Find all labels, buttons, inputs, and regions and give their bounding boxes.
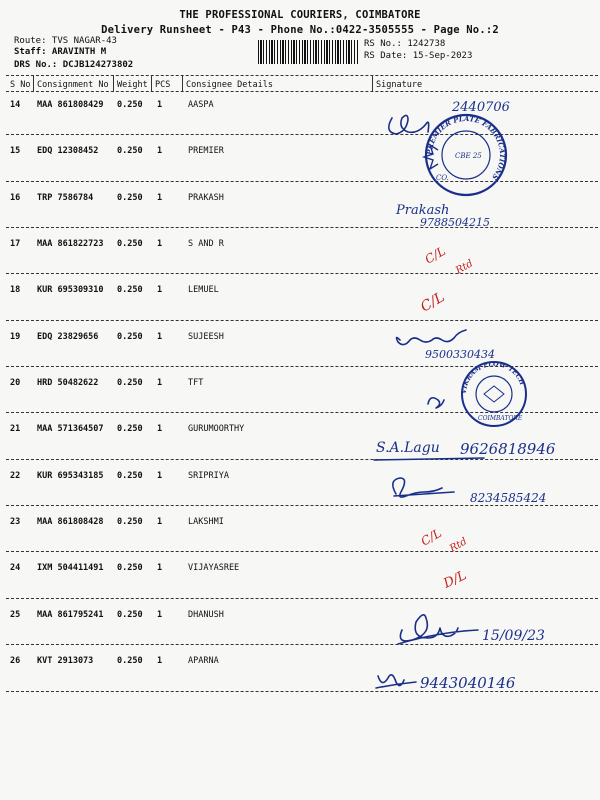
stamp-text: PREMIER PLATE FABRICATIONS	[424, 113, 508, 182]
row-sno: 22	[10, 471, 21, 481]
table-top-rule	[6, 75, 598, 76]
row-consignee: GURUMOORTHY	[188, 424, 245, 434]
red-remark: Rtd	[454, 258, 476, 277]
handwritten-phone: 9626818946	[460, 440, 556, 458]
row-pcs: 1	[157, 100, 163, 110]
row-sno: 25	[10, 610, 21, 620]
row-weight: 0.250	[117, 563, 143, 573]
row-consignee: TFT	[188, 378, 204, 388]
row-consignment: EDQ 23829656	[37, 332, 99, 342]
row-consignment: HRD 50482622	[37, 378, 99, 388]
rs-number: RS No.: 1242738	[364, 39, 446, 49]
row-pcs: 1	[157, 378, 163, 388]
row-sno: 19	[10, 332, 21, 342]
handwritten-phone: 9500330434	[425, 348, 495, 361]
row-consignee: SRIPRIYA	[188, 471, 229, 481]
row-pcs: 1	[157, 517, 163, 527]
table-row	[0, 505, 600, 551]
row-weight: 0.250	[117, 285, 143, 295]
red-remark: C/L	[418, 289, 448, 316]
row-pcs: 1	[157, 285, 163, 295]
row-consignee: LAKSHMI	[188, 517, 224, 527]
row-pcs: 1	[157, 332, 163, 342]
row-consignment: IXM 504411491	[37, 563, 104, 573]
row-weight: 0.250	[117, 610, 143, 620]
row-pcs: 1	[157, 239, 163, 249]
table-row	[0, 412, 600, 458]
col-header-consignee: Consignee Details	[186, 80, 273, 90]
table-row	[0, 181, 600, 227]
row-pcs: 1	[157, 193, 163, 203]
row-sno: 24	[10, 563, 21, 573]
row-pcs: 1	[157, 146, 163, 156]
company-title: THE PROFESSIONAL COURIERS, COIMBATORE	[179, 9, 421, 21]
red-remark: C/L	[418, 525, 444, 549]
col-header-sno: S No	[10, 80, 31, 90]
row-sno: 17	[10, 239, 21, 249]
row-weight: 0.250	[117, 471, 143, 481]
handwritten-phone: 8234585424	[470, 491, 547, 505]
table-row	[0, 551, 600, 597]
row-consignment: KUR 695309310	[37, 285, 104, 295]
row-weight: 0.250	[117, 100, 143, 110]
red-remark: D/L	[441, 568, 469, 592]
row-sno: 20	[10, 378, 21, 388]
row-consignee: PRAKASH	[188, 193, 224, 203]
row-rule	[6, 691, 598, 692]
table-row	[0, 273, 600, 319]
col-header-consignment: Consignment No	[37, 80, 109, 90]
table-row	[0, 134, 600, 180]
row-sno: 18	[10, 285, 21, 295]
table-row	[0, 227, 600, 273]
row-sno: 14	[10, 100, 21, 110]
stamp-center-text: CBE 25	[455, 152, 482, 160]
table-row	[0, 598, 600, 644]
stamp-text: CO.	[436, 174, 449, 182]
col-header-weight: Weight	[117, 80, 148, 90]
route-label: Route: TVS NAGAR-43	[14, 36, 117, 46]
row-consignee: DHANUSH	[188, 610, 224, 620]
row-sno: 15	[10, 146, 21, 156]
row-consignment: KVT 2913073	[37, 656, 94, 666]
row-consignment: MAA 861808428	[37, 517, 104, 527]
red-remark: Rtd	[448, 536, 470, 555]
row-weight: 0.250	[117, 656, 143, 666]
table-row	[0, 644, 600, 690]
row-consignee: LEMUEL	[188, 285, 219, 295]
table-row	[0, 459, 600, 505]
handwritten-date: 15/09/23	[482, 628, 545, 644]
table-row	[0, 320, 600, 366]
runsheet-title: Delivery Runsheet - P43 - Phone No.:0422-3505555 - Page No.:2	[101, 24, 499, 36]
row-weight: 0.250	[117, 517, 143, 527]
row-consignee: SUJEESH	[188, 332, 224, 342]
barcode	[258, 40, 358, 64]
row-sno: 23	[10, 517, 21, 527]
row-weight: 0.250	[117, 424, 143, 434]
stamp-text: VIKRAM FLOW TECH	[459, 359, 527, 395]
handwritten-name: Prakash	[396, 203, 450, 218]
stamp-text: COIMBATORE	[478, 415, 523, 422]
table-row	[0, 88, 600, 134]
row-consignment: MAA 861822723	[37, 239, 104, 249]
row-weight: 0.250	[117, 239, 143, 249]
col-header-pcs: PCS	[155, 80, 171, 90]
row-sno: 21	[10, 424, 21, 434]
row-weight: 0.250	[117, 193, 143, 203]
drs-number: DRS No.: DCJB124273802	[14, 60, 134, 70]
rs-date: RS Date: 15-Sep-2023	[364, 51, 473, 61]
row-weight: 0.250	[117, 146, 143, 156]
row-consignee: AASPA	[188, 100, 214, 110]
row-consignment: MAA 571364507	[37, 424, 104, 434]
row-consignee: S AND R	[188, 239, 224, 249]
staff-label: Staff: ARAVINTH M	[14, 47, 107, 57]
table-row	[0, 366, 600, 412]
row-sno: 16	[10, 193, 21, 203]
handwritten-name: S.A.Lagu	[376, 440, 440, 456]
row-weight: 0.250	[117, 332, 143, 342]
row-pcs: 1	[157, 563, 163, 573]
row-consignee: VIJAYASREE	[188, 563, 240, 573]
row-consignee: APARNA	[188, 656, 219, 666]
handwritten-phone: 9788504215	[420, 216, 490, 229]
row-consignee: PREMIER	[188, 146, 224, 156]
handwritten-phone: 9443040146	[420, 674, 516, 692]
red-remark: C/L	[422, 243, 448, 267]
col-header-signature: Signature	[376, 80, 423, 90]
row-pcs: 1	[157, 424, 163, 434]
row-consignment: KUR 695343185	[37, 471, 104, 481]
row-consignment: TRP 7586784	[37, 193, 94, 203]
row-consignment: MAA 861795241	[37, 610, 104, 620]
handwritten-note: 2440706	[452, 100, 510, 115]
row-consignment: EDQ 12308452	[37, 146, 99, 156]
row-pcs: 1	[157, 471, 163, 481]
row-sno: 26	[10, 656, 21, 666]
row-weight: 0.250	[117, 378, 143, 388]
row-pcs: 1	[157, 656, 163, 666]
row-pcs: 1	[157, 610, 163, 620]
row-consignment: MAA 861808429	[37, 100, 104, 110]
